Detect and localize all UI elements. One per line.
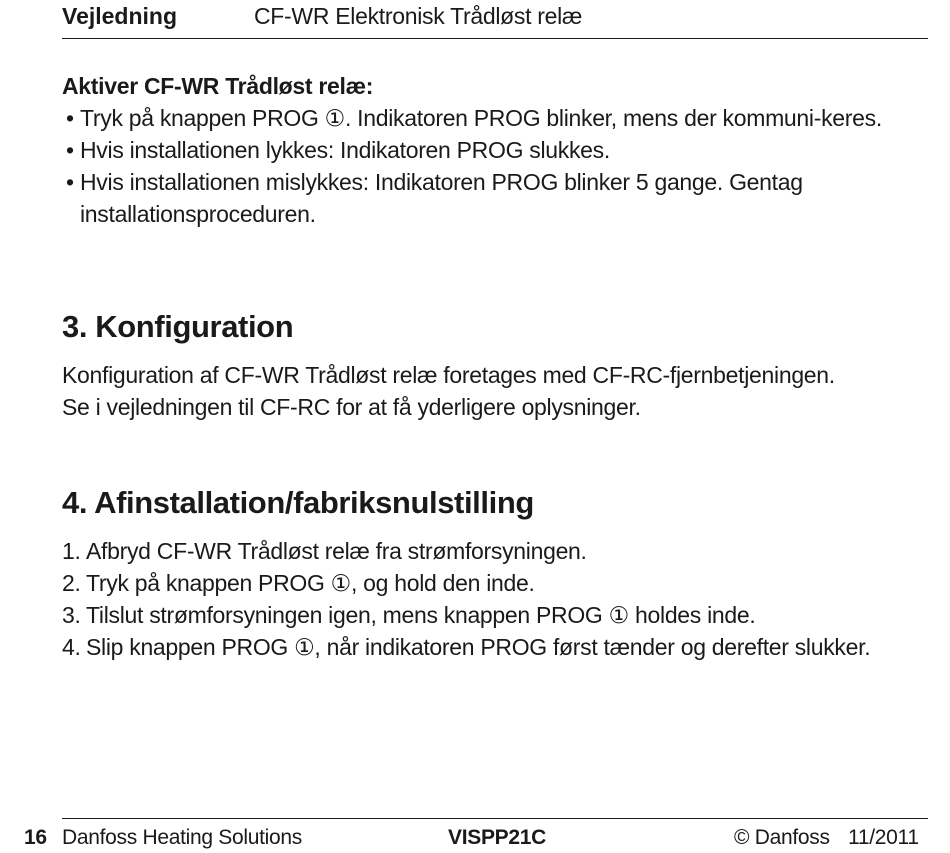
step-number: 4. <box>62 634 81 660</box>
section-3-line: Konfiguration af CF-WR Trådløst relæ foretages med CF-RC-fjernbetjeningen. <box>62 362 835 388</box>
section-4-title: 4. Afinstallation/fabriksnulstilling <box>62 485 534 520</box>
bullet-marker: • <box>66 137 74 163</box>
bullet-item <box>62 166 922 230</box>
step-text: Tilslut strømforsyningen igen, mens knappen PROG ① holdes inde. <box>86 602 756 628</box>
section-4-step-list <box>62 535 922 663</box>
step-text: Slip knappen PROG ①, når indikatoren PROG først tænder og derefter slukker. <box>86 634 871 660</box>
company-name: Danfoss Heating Solutions <box>62 826 302 849</box>
step-number: 3. <box>62 602 81 628</box>
copyright-notice: © Danfoss <box>734 826 830 849</box>
step-number: 2. <box>62 570 81 596</box>
step-item <box>62 567 922 599</box>
step-text: Tryk på knappen PROG ①, og hold den inde. <box>86 570 535 596</box>
bullet-marker: • <box>66 169 74 195</box>
section-3-line: Se i vejledningen til CF-RC for at få yderligere oplysninger. <box>62 394 641 420</box>
bullet-text: Hvis installationen lykkes: Indikatoren PROG slukkes. <box>80 137 610 163</box>
section-3-body <box>62 359 922 423</box>
step-number: 1. <box>62 538 81 564</box>
document-title: CF-WR Elektronisk Trådløst relæ <box>254 3 583 29</box>
page-header <box>62 0 928 39</box>
document-code: VISPP21C <box>448 826 546 849</box>
step-item <box>62 631 922 663</box>
step-text: Afbryd CF-WR Trådløst relæ fra strømforsyningen. <box>86 538 587 564</box>
bullet-text: Hvis installationen mislykkes: Indikatoren PROG blinker 5 gange. Gentag installationsproceduren. <box>80 169 803 227</box>
step-item <box>62 535 922 567</box>
bullet-text: Tryk på knappen PROG ①. Indikatoren PROG blinker, mens der kommuni-keres. <box>80 105 882 131</box>
publication-date: 11/2011 <box>848 826 919 849</box>
activate-heading: Aktiver CF-WR Trådløst relæ: <box>62 73 374 99</box>
section-3-title: 3. Konfiguration <box>62 309 294 344</box>
activate-bullet-list <box>62 102 922 230</box>
footer-divider <box>62 818 928 819</box>
bullet-item <box>62 134 922 166</box>
page-number: 16 <box>24 826 47 849</box>
document-type: Vejledning <box>62 3 178 29</box>
bullet-item <box>62 102 922 134</box>
step-item <box>62 599 922 631</box>
page-content <box>62 70 922 663</box>
bullet-marker: • <box>66 105 74 131</box>
page-footer <box>0 826 950 853</box>
